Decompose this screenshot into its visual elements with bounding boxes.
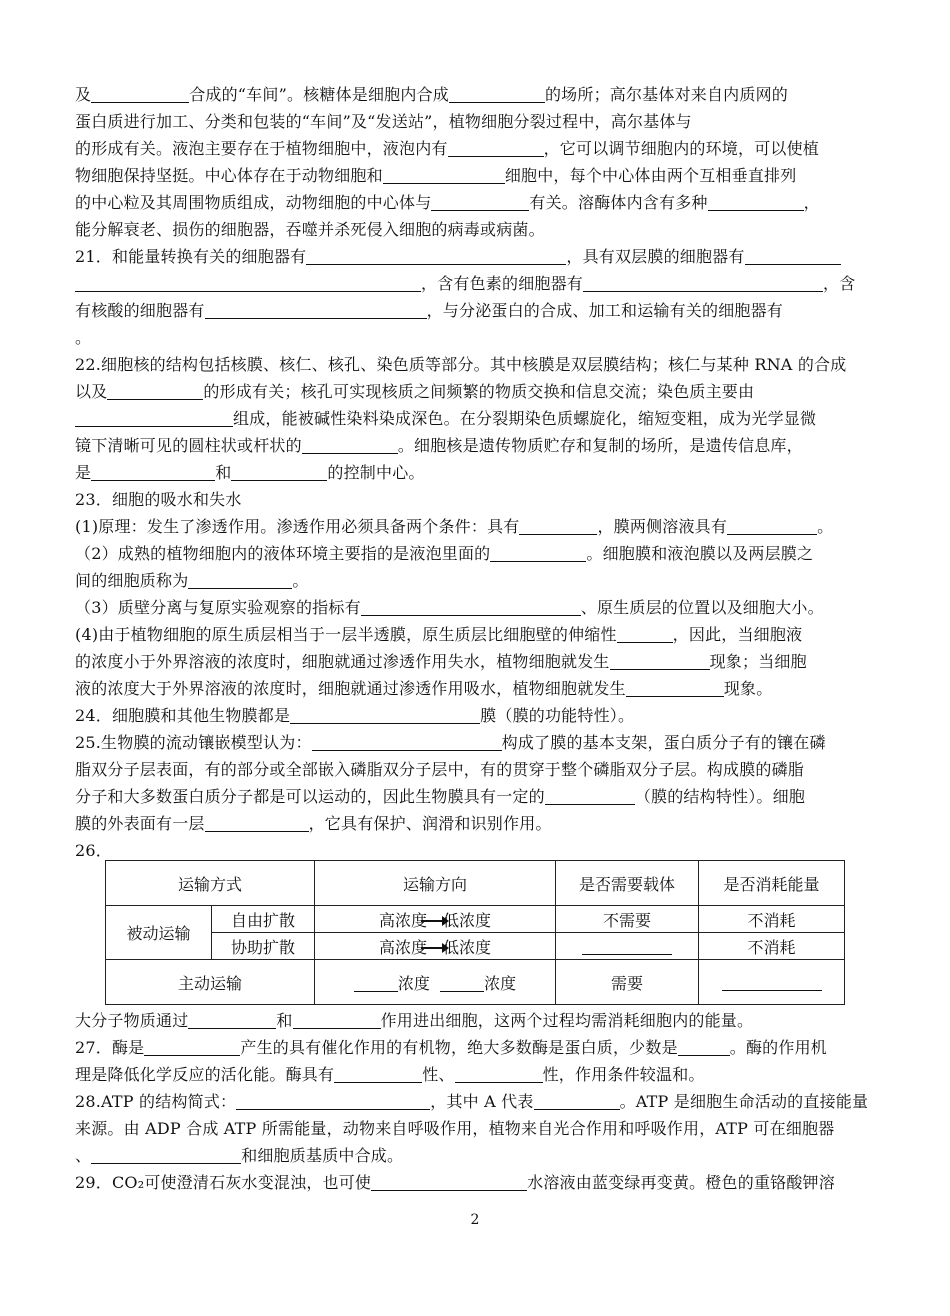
text: ，其中 A 代表 xyxy=(430,1092,534,1111)
text-line xyxy=(75,354,885,376)
text: 是 xyxy=(75,463,92,482)
text: 26． xyxy=(75,841,112,860)
text: 性、 xyxy=(422,1065,455,1084)
direction-cell xyxy=(315,960,556,1005)
text: ，具有双层膜的细胞器有 xyxy=(566,247,745,266)
text: 理是降低化学反应的活化能。酶具有 xyxy=(75,1065,335,1084)
text-line xyxy=(75,516,885,538)
fill-blank[interactable] xyxy=(290,707,480,724)
text: 蛋白质进行加工、分类和包装的“车间”及“发送站”，植物细胞分裂过程中，高尔基体与 xyxy=(75,112,692,131)
text-line xyxy=(75,1145,885,1167)
fill-blank[interactable] xyxy=(107,383,203,400)
text: 27．酶是 xyxy=(75,1038,145,1057)
fill-blank[interactable] xyxy=(519,518,597,535)
table-row xyxy=(106,906,845,933)
fill-blank[interactable] xyxy=(75,410,233,427)
text-line xyxy=(75,1172,885,1194)
text-line xyxy=(75,1064,885,1086)
text-line xyxy=(75,1091,885,1113)
text: 29．CO₂可使澄清石灰水变混浊，也可使 xyxy=(75,1173,372,1192)
text: 镜下清晰可见的圆柱状或杆状的 xyxy=(75,436,302,455)
fill-blank[interactable] xyxy=(582,938,672,955)
arrow-right-icon xyxy=(421,943,449,953)
fill-blank[interactable] xyxy=(708,194,804,211)
text: 及 xyxy=(75,85,92,104)
table-header-cell: 运输方式 xyxy=(106,861,315,906)
fill-blank[interactable] xyxy=(448,140,544,157)
fill-blank[interactable] xyxy=(610,653,710,670)
text-line xyxy=(75,84,885,106)
text: ，因此，当细胞液 xyxy=(672,625,803,644)
text-line xyxy=(75,705,885,727)
text: 21．和能量转换有关的细胞器有 xyxy=(75,247,307,266)
text-line xyxy=(75,408,885,430)
table-row xyxy=(106,933,845,960)
text-line xyxy=(75,786,885,808)
facilitated-diffusion-label: 协助扩散 xyxy=(212,933,315,960)
text: （2）成熟的植物细胞内的液体环境主要指的是液泡里面的 xyxy=(75,544,491,563)
text-line xyxy=(75,1010,885,1032)
text: 液的浓度大于外界溶液的浓度时，细胞就通过渗透作用吸水，植物细胞就发生 xyxy=(75,679,626,698)
text: 高浓度 xyxy=(378,910,427,930)
fill-blank[interactable] xyxy=(293,1012,381,1029)
text: (1)原理：发生了渗透作用。渗透作用必须具备两个条件：具有 xyxy=(75,517,520,536)
text-line xyxy=(75,813,885,835)
table-header-cell: 是否消耗能量 xyxy=(699,861,845,906)
text-line xyxy=(75,381,885,403)
fill-blank[interactable] xyxy=(144,1039,240,1056)
text: 。细胞膜和液泡膜以及两层膜之 xyxy=(586,544,814,563)
table-header-row xyxy=(106,861,845,906)
passive-transport-label: 被动运输 xyxy=(106,906,212,960)
text: 膜的外表面有一层 xyxy=(75,814,205,833)
text: 水溶液由蓝变绿再变黄。橙色的重铬酸钾溶 xyxy=(527,1173,835,1192)
text: 的浓度小于外界溶液的浓度时，细胞就通过渗透作用失水，植物细胞就发生 xyxy=(75,652,610,671)
text: ， xyxy=(803,193,820,212)
fill-blank[interactable] xyxy=(302,437,398,454)
text: ，膜两侧溶液具有 xyxy=(597,517,728,536)
text: 有关。溶酶体内含有多种 xyxy=(529,193,708,212)
text-line xyxy=(75,624,885,646)
text: 25.生物膜的流动镶嵌模型认为： xyxy=(75,733,312,752)
direction-cell xyxy=(315,906,556,933)
fill-blank[interactable] xyxy=(205,302,427,319)
fill-blank[interactable] xyxy=(188,572,292,589)
text-line xyxy=(75,192,885,214)
energy-cell: 不消耗 xyxy=(699,933,845,960)
energy-cell: 不消耗 xyxy=(699,906,845,933)
text: ，含有色素的细胞器有 xyxy=(421,274,584,293)
text: 和细胞质基质中合成。 xyxy=(241,1146,404,1165)
text: 的控制中心。 xyxy=(327,463,425,482)
direction-cell xyxy=(315,933,556,960)
text: 的中心粒及其周围物质组成，动物细胞的中心体与 xyxy=(75,193,432,212)
text: 。酶的作用机 xyxy=(729,1038,827,1057)
text: 和 xyxy=(215,463,232,482)
fill-blank[interactable] xyxy=(91,464,215,481)
text: 性，作用条件较温和。 xyxy=(542,1065,705,1084)
fill-blank[interactable] xyxy=(75,275,421,292)
text: ，含 xyxy=(823,274,856,293)
text: 物细胞保持坚挺。中心体存在于动物细胞和 xyxy=(75,166,383,185)
text-line xyxy=(75,165,885,187)
fill-blank[interactable] xyxy=(678,1039,730,1056)
text: ，与分泌蛋白的合成、加工和运输有关的细胞器有 xyxy=(426,301,784,320)
fill-blank[interactable] xyxy=(722,974,822,991)
fill-blank[interactable] xyxy=(490,545,586,562)
text-line xyxy=(75,597,885,619)
text: 23．细胞的吸水和失水 xyxy=(75,490,242,509)
fill-blank[interactable] xyxy=(188,1012,276,1029)
text: 的形成有关；核孔可实现核质之间频繁的物质交换和信息交流；染色质主要由 xyxy=(203,382,755,401)
fill-blank[interactable] xyxy=(312,734,502,751)
text: 构成了膜的基本支架，蛋白质分子有的镶在磷 xyxy=(501,733,826,752)
text-line xyxy=(75,327,885,349)
text-line xyxy=(75,111,885,133)
fill-blank[interactable] xyxy=(431,194,529,211)
text: 高浓度 xyxy=(378,937,427,957)
text: 22.细胞核的结构包括核膜、核仁、核孔、染色质等部分。其中核膜是双层膜结构；核仁与某种 RNA 的合成 xyxy=(75,355,847,374)
text: 低浓度 xyxy=(443,937,492,957)
text: 28.ATP 的结构简式： xyxy=(75,1092,237,1111)
text: 。 xyxy=(75,328,92,347)
fill-blank[interactable] xyxy=(745,248,841,265)
carrier-cell: 不需要 xyxy=(556,906,699,933)
text: 分子和大多数蛋白质分子都是可以运动的，因此生物膜具有一定的 xyxy=(75,787,545,806)
fill-blank[interactable] xyxy=(626,680,724,697)
text-line xyxy=(75,246,885,268)
arrow-right-icon xyxy=(421,916,449,926)
fill-blank[interactable] xyxy=(545,788,635,805)
carrier-cell: 需要 xyxy=(556,960,699,1005)
text: 低浓度 xyxy=(443,910,492,930)
table-row xyxy=(106,960,845,1005)
free-diffusion-label: 自由扩散 xyxy=(212,906,315,933)
text-line xyxy=(75,1037,885,1059)
text: 。 xyxy=(292,571,309,590)
text: (4)由于植物细胞的原生质层相当于一层半透膜，原生质层比细胞壁的伸缩性 xyxy=(75,625,617,644)
fill-blank[interactable] xyxy=(383,167,505,184)
text-line xyxy=(75,543,885,565)
text: 间的细胞质称为 xyxy=(75,571,189,590)
fill-blank[interactable] xyxy=(231,464,327,481)
table-header-cell: 是否需要载体 xyxy=(556,861,699,906)
text-line xyxy=(75,462,885,484)
text: 有核酸的细胞器有 xyxy=(75,301,205,320)
text: 。 xyxy=(817,517,834,536)
carrier-cell xyxy=(556,933,699,960)
text-line xyxy=(75,489,885,511)
text: 、 xyxy=(75,1146,92,1165)
text: 。细胞核是遗传物质贮存和复制的场所，是遗传信息库， xyxy=(397,436,803,455)
text-line xyxy=(75,678,885,700)
fill-blank[interactable] xyxy=(205,815,309,832)
text-line xyxy=(75,651,885,673)
energy-cell xyxy=(699,960,845,1005)
fill-blank[interactable] xyxy=(583,275,823,292)
fill-blank[interactable] xyxy=(371,1174,527,1191)
text: 来源。由 ADP 合成 ATP 所需能量，动物来自呼吸作用，植物来自光合作用和呼吸作用，ATP 可在细胞器 xyxy=(75,1119,835,1138)
text-line xyxy=(75,219,885,241)
fill-blank[interactable] xyxy=(455,1066,543,1083)
fill-blank[interactable] xyxy=(727,518,817,535)
text: （膜的结构特性）。细胞 xyxy=(634,787,806,806)
text: 脂双分子层表面，有的部分或全部嵌入磷脂双分子层中，有的贯穿于整个磷脂双分子层。构成膜的磷脂 xyxy=(75,760,805,779)
text-line xyxy=(75,840,885,862)
table-header-cell: 运输方向 xyxy=(315,861,556,906)
text-line xyxy=(75,1118,885,1140)
text-line xyxy=(75,570,885,592)
fill-blank[interactable] xyxy=(354,975,398,992)
page-number: 2 xyxy=(470,1212,480,1228)
text: 合成的“车间”。核糖体是细胞内合成 xyxy=(189,85,449,104)
text: 和 xyxy=(276,1011,293,1030)
text: （3）质壁分离与复原实验观察的指标有 xyxy=(75,598,361,617)
fill-blank[interactable] xyxy=(361,599,581,616)
text-line xyxy=(75,138,885,160)
fill-blank[interactable] xyxy=(449,86,545,103)
fill-blank[interactable] xyxy=(91,1147,241,1164)
text-line xyxy=(75,759,885,781)
text: 的场所；高尔基体对来自内质网的 xyxy=(544,85,788,104)
text: 以及 xyxy=(75,382,108,401)
fill-blank[interactable] xyxy=(617,626,673,643)
fill-blank[interactable] xyxy=(306,248,566,265)
text-line xyxy=(75,273,885,295)
text: ，它具有保护、润滑和识别作用。 xyxy=(308,814,552,833)
text: 浓度 xyxy=(484,973,517,993)
fill-blank[interactable] xyxy=(236,1093,430,1110)
text: 现象；当细胞 xyxy=(709,652,807,671)
text-line xyxy=(75,732,885,754)
fill-blank[interactable] xyxy=(334,1066,422,1083)
text: 的形成有关。液泡主要存在于植物细胞中，液泡内有 xyxy=(75,139,448,158)
text: 。ATP 是细胞生命活动的直接能量 xyxy=(619,1092,869,1111)
text-line xyxy=(75,300,885,322)
text: ，它可以调节细胞内的环境，可以使植 xyxy=(543,139,820,158)
text: 组成，能被碱性染料染成深色。在分裂期染色质螺旋化，缩短变粗，成为光学显微 xyxy=(233,409,817,428)
text: 能分解衰老、损伤的细胞器，吞噬并杀死侵入细胞的病毒或病菌。 xyxy=(75,220,545,239)
text: 、原生质层的位置以及细胞大小。 xyxy=(580,598,824,617)
text: 浓度 xyxy=(397,973,430,993)
text: 产生的具有催化作用的有机物，绝大多数酶是蛋白质，少数是 xyxy=(240,1038,678,1057)
text-line xyxy=(75,435,885,457)
fill-blank[interactable] xyxy=(91,86,189,103)
fill-blank[interactable] xyxy=(534,1093,620,1110)
active-transport-label: 主动运输 xyxy=(106,960,315,1005)
fill-blank[interactable] xyxy=(440,975,484,992)
text: 现象。 xyxy=(723,679,773,698)
text: 膜（膜的功能特性）。 xyxy=(480,706,635,725)
text: 大分子物质通过 xyxy=(75,1011,189,1030)
text: 细胞中，每个中心体由两个互相垂直排列 xyxy=(504,166,797,185)
text: 作用进出细胞，这两个过程均需消耗细胞内的能量。 xyxy=(380,1011,754,1030)
text: 24．细胞膜和其他生物膜都是 xyxy=(75,706,291,725)
transport-table xyxy=(105,860,845,1005)
